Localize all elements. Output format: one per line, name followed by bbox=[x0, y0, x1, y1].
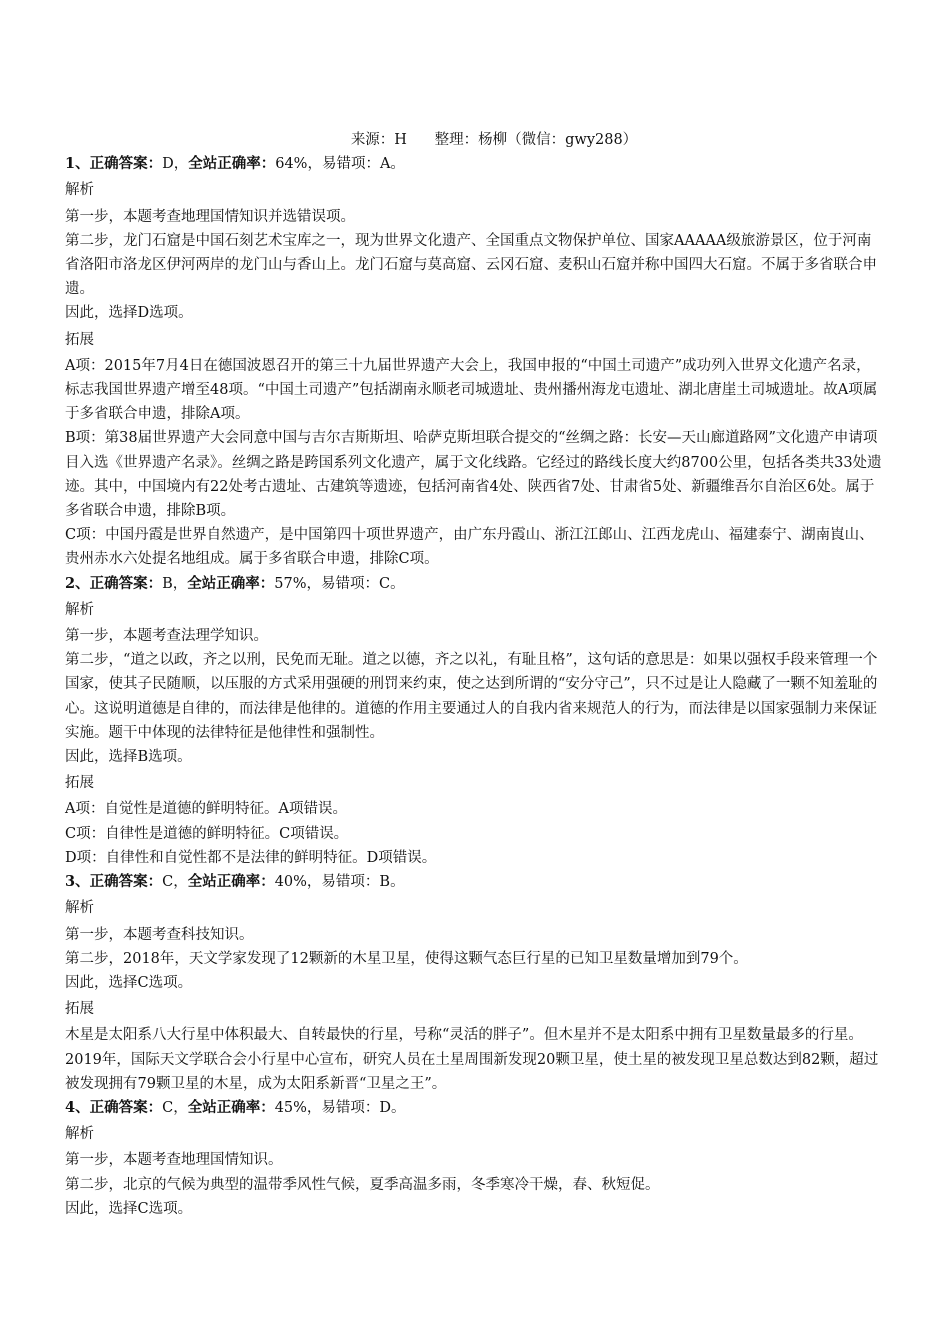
answer-value: D， bbox=[162, 156, 189, 173]
question-number: 1、 bbox=[65, 155, 90, 173]
analysis-paragraph: 第一步，本题考查地理国情知识。 bbox=[65, 1152, 283, 1169]
extension-heading: 拓展 bbox=[65, 331, 94, 348]
extension-paragraph: D项：自律性和自觉性都不是法律的鲜明特征。D项错误。 bbox=[65, 849, 437, 866]
analysis-paragraph: 第二步，“道之以政，齐之以刑，民免而无耻。道之以德，齐之以礼，有耻且格”，这句话的意思是：如果以强权手段来管理一个国家，使其子民随顺，以压服的方式采用强硬的刑罚来约束，使之达到所谓的“安分守己”，只不过是让人隐藏了一颗不知羞耻的心。这说明道德是自律的，而法律是他律的。道德的作用主要通过人的自我内省来规范人的行为，而法律是以国家强制力来保证实施。题干中体现的法律特征是他律性和强制性。 bbox=[65, 652, 878, 741]
analysis-paragraph: 第二步，北京的气候为典型的温带季风性气候，夏季高温多雨，冬季寒冷干燥，春、秋短促。 bbox=[65, 1176, 660, 1193]
rate-label: 全站正确率： bbox=[187, 574, 275, 592]
extension-paragraph: A项：自觉性是道德的鲜明特征。A项错误。 bbox=[65, 801, 347, 818]
analysis-paragraph: 第一步，本题考查法理学知识。 bbox=[65, 628, 268, 645]
question-number: 3、 bbox=[65, 873, 90, 891]
analysis-paragraph: 因此，选择B选项。 bbox=[65, 749, 192, 766]
analysis-heading: 解析 bbox=[65, 1126, 94, 1143]
rate-value: 45%，易错项：D。 bbox=[274, 1099, 406, 1116]
analysis-heading: 解析 bbox=[65, 900, 94, 917]
extension-paragraph: C项：中国丹霞是世界自然遗产，是中国第四十项世界遗产，由广东丹霞山、浙江江郎山、江西龙虎山、福建泰宁、湖南崀山、贵州赤水六处提名地组成。属于多省联合申遗，排除C项。 bbox=[65, 527, 874, 568]
analysis-heading: 解析 bbox=[65, 182, 94, 199]
answer-value: B， bbox=[162, 575, 188, 592]
analysis-paragraph: 因此，选择C选项。 bbox=[65, 974, 193, 991]
answer-label: 正确答案： bbox=[89, 873, 163, 891]
question-block bbox=[65, 152, 883, 571]
answer-line bbox=[65, 1096, 883, 1120]
analysis-paragraph: 第一步，本题考查地理国情知识并选错误项。 bbox=[65, 208, 355, 225]
analysis-paragraph: 第二步，龙门石窟是中国石刻艺术宝库之一，现为世界文化遗产、全国重点文物保护单位、国家AAAAA级旅游景区，位于河南省洛阳市洛龙区伊河两岸的龙门山与香山上。龙门石窟与莫高窟、云冈石窟、麦积山石窟并称中国四大石窟。不属于多省联合申遗。 bbox=[65, 232, 877, 298]
analysis-heading: 解析 bbox=[65, 601, 94, 618]
source-editor: 整理：杨柳（微信：gwy288） bbox=[434, 132, 638, 148]
extension-paragraph: C项：自律性是道德的鲜明特征。C项错误。 bbox=[65, 825, 349, 842]
rate-value: 64%，易错项：A。 bbox=[275, 156, 405, 173]
extension-heading: 拓展 bbox=[65, 1001, 94, 1018]
answer-line bbox=[65, 152, 883, 176]
question-block bbox=[65, 870, 883, 1096]
rate-value: 40%，易错项：B。 bbox=[274, 874, 405, 891]
extension-heading: 拓展 bbox=[65, 775, 94, 792]
answer-value: C， bbox=[162, 1099, 188, 1116]
answer-value: C， bbox=[162, 874, 188, 891]
rate-label: 全站正确率： bbox=[187, 873, 275, 891]
source-origin: 来源：H bbox=[350, 132, 407, 148]
analysis-paragraph: 因此，选择D选项。 bbox=[65, 305, 193, 322]
question-number: 2、 bbox=[65, 574, 90, 592]
question-list bbox=[65, 152, 883, 1221]
answer-label: 正确答案： bbox=[89, 155, 163, 173]
answer-line bbox=[65, 870, 883, 894]
source-line bbox=[65, 128, 883, 152]
question-block bbox=[65, 1096, 883, 1221]
rate-label: 全站正确率： bbox=[187, 1098, 275, 1116]
extension-paragraph: A项：2015年7月4日在德国波恩召开的第三十九届世界遗产大会上，我国申报的“中国土司遗产”成功列入世界文化遗产名录，标志我国世界遗产增至48项。“中国土司遗产”包括湖南永顺老司城遗址、贵州播州海龙屯遗址、湖北唐崖土司城遗址。故A项属于多省联合申遗，排除A项。 bbox=[65, 357, 878, 423]
answer-line bbox=[65, 572, 883, 596]
answer-label: 正确答案： bbox=[89, 1098, 163, 1116]
question-number: 4、 bbox=[65, 1098, 90, 1116]
extension-paragraph: 木星是太阳系八大行星中体积最大、自转最快的行星，号称“灵活的胖子”。但木星并不是太阳系中拥有卫星数量最多的行星。2019年，国际天文学联合会小行星中心宣布，研究人员在土星周围新发现20颗卫星，使土星的被发现卫星总数达到82颗，超过被发现拥有79颗卫星的木星，成为太阳系新晋“卫星之王”。 bbox=[65, 1027, 879, 1092]
answer-label: 正确答案： bbox=[89, 574, 163, 592]
question-block bbox=[65, 572, 883, 870]
analysis-paragraph: 第一步，本题考查科技知识。 bbox=[65, 926, 254, 943]
document-content bbox=[65, 128, 883, 1221]
extension-paragraph: B项：第38届世界遗产大会同意中国与吉尔吉斯斯坦、哈萨克斯坦联合提交的“丝绸之路：长安—天山廊道路网”文化遗产申请项目入选《世界遗产名录》。丝绸之路是跨国系列文化遗产，属于文化线路。它经过的路线长度大约8700公里，包括各类共33处遗迹。其中，中国境内有22处考古遗址、古建筑等遗迹，包括河南省4处、陕西省7处、甘肃省5处、新疆维吾尔自治区6处。属于多省联合申遗，排除B项。 bbox=[65, 430, 882, 520]
analysis-paragraph: 因此，选择C选项。 bbox=[65, 1200, 193, 1217]
rate-value: 57%，易错项：C。 bbox=[274, 575, 405, 592]
rate-label: 全站正确率： bbox=[188, 155, 276, 173]
analysis-paragraph: 第二步，2018年，天文学家发现了12颗新的木星卫星，使得这颗气态巨行星的已知卫星数量增加到79个。 bbox=[65, 950, 748, 967]
